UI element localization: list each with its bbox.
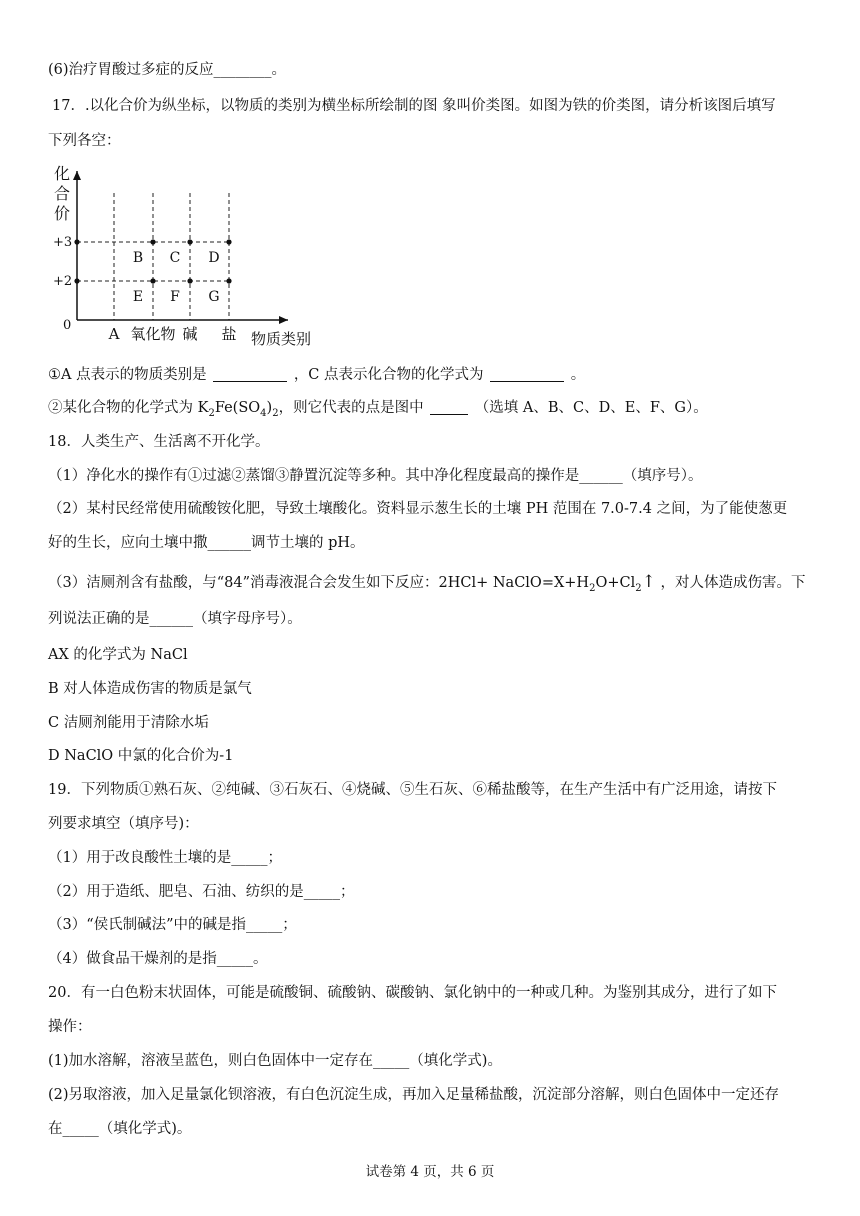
page-footer: 试卷第 4 页，共 6 页 bbox=[365, 1164, 495, 1180]
q18-option-d: D NaClO 中氯的化合价为-1 bbox=[48, 748, 234, 764]
q17-part2-text-d: ，则它代表的点是图中 bbox=[278, 400, 424, 416]
subscript: 4 bbox=[260, 407, 267, 419]
q18-part3-text-b: ，对人体造成伤害。下 bbox=[660, 575, 806, 591]
q17-stem-line1: 17．.以化合价为纵坐标，以物质的类别为横坐标所绘制的图 象叫价类图。如图为铁的价类图，请分析该图后填写 bbox=[52, 98, 776, 114]
q19-part4: （4）做食品干燥剂的是指_____。 bbox=[48, 951, 268, 967]
q17-part1-text-c: 。 bbox=[570, 367, 586, 383]
x-category-label: 氧化物 bbox=[130, 325, 176, 343]
answer-blank[interactable] bbox=[490, 367, 564, 382]
q17-part2-formula-paren: ) bbox=[266, 400, 273, 416]
x-category-label: 盐 bbox=[221, 325, 237, 343]
q17-part1-text-b: ，C 点表示化合物的化学式为 bbox=[293, 367, 484, 383]
point-label-E: E bbox=[132, 289, 144, 305]
chart-points bbox=[133, 239, 232, 305]
q18-option-a: AX 的化学式为 NaCl bbox=[48, 647, 188, 663]
y-tick-label: +2 bbox=[53, 274, 73, 289]
q20-stem-line1: 20．有一白色粉末状固体，可能是硫酸铜、硫酸钠、碳酸钠、氯化钠中的一种或几种。为鉴别其成分，进行了如下 bbox=[48, 985, 777, 1001]
x-category-labels bbox=[108, 325, 237, 343]
x-axis-label: 物质类别 bbox=[251, 330, 312, 348]
q18-stem: 18．人类生产、生活离不开化学。 bbox=[48, 434, 270, 450]
q19-stem-line1: 19．下列物质①熟石灰、②纯碱、③石灰石、④烧碱、⑤生石灰、⑥稀盐酸等，在生产生活中有广泛用途，请按下 bbox=[48, 782, 777, 798]
q17-part2-text-e: （选填 A、B、C、D、E、F、G）。 bbox=[474, 400, 708, 416]
answer-blank[interactable] bbox=[430, 400, 468, 415]
q17-part2 bbox=[48, 398, 708, 424]
subscript: 2 bbox=[589, 582, 596, 594]
q18-part2-line1: （2）某村民经常使用硫酸铵化肥，导致土壤酸化。资料显示葱生长的土壤 PH 范围在 7.0-7.4 之间，为了能使葱更 bbox=[48, 501, 788, 517]
y-axis-label-char: 合 bbox=[54, 184, 71, 203]
q18-part3-line2: 列说法正确的是______（填字母序号）。 bbox=[48, 611, 302, 627]
subscript: 2 bbox=[635, 582, 642, 594]
subscript: 2 bbox=[208, 407, 215, 419]
reaction-equation-b: O+Cl bbox=[595, 575, 636, 591]
q19-part2: （2）用于造纸、肥皂、石油、纺织的是_____； bbox=[48, 884, 355, 900]
reaction-equation-a: 2HCl+ NaClO=X+H bbox=[438, 575, 590, 591]
q20-part2-line1: (2)另取溶液，加入足量氯化钡溶液，有白色沉淀生成，再加入足量稀盐酸，沉淀部分溶解，则白色固体中一定还存 bbox=[48, 1087, 780, 1103]
q20-part1: (1)加水溶解，溶液呈蓝色，则白色固体中一定存在_____（填化学式)。 bbox=[48, 1053, 502, 1069]
subscript: 2 bbox=[272, 407, 279, 419]
data-point-E bbox=[150, 278, 155, 283]
q19-stem-line2: 列要求填空（填序号)： bbox=[48, 816, 199, 832]
q18-option-c: C 洁厕剂能用于清除水垢 bbox=[48, 715, 209, 731]
point-label-C: C bbox=[169, 250, 181, 266]
data-point-F bbox=[187, 278, 192, 283]
y-tick-labels bbox=[53, 235, 80, 333]
q20-stem-line2: 操作： bbox=[48, 1019, 92, 1035]
q16-6-line: (6)治疗胃酸过多症的反应________。 bbox=[48, 62, 287, 78]
y-tick-label: 0 bbox=[63, 318, 72, 333]
x-category-label: A bbox=[108, 325, 120, 343]
point-label-B: B bbox=[132, 250, 144, 266]
y-tick-dot bbox=[74, 278, 79, 283]
q18-option-b: B 对人体造成伤害的物质是氯气 bbox=[48, 681, 252, 697]
gas-arrow-icon: ↑ bbox=[641, 572, 656, 592]
iron-valence-chart bbox=[46, 163, 346, 348]
data-point-C bbox=[187, 239, 192, 244]
data-point-B bbox=[150, 239, 155, 244]
y-tick-label: +3 bbox=[53, 235, 73, 250]
q19-part3: （3）“侯氏制碱法”中的碱是指_____； bbox=[48, 917, 297, 933]
y-axis-label bbox=[54, 164, 70, 223]
q17-part1 bbox=[48, 365, 585, 385]
data-point-G bbox=[226, 278, 231, 283]
y-axis-arrow-icon bbox=[73, 171, 81, 180]
chart-axes bbox=[73, 171, 288, 324]
x-category-label: 碱 bbox=[182, 325, 198, 343]
q17-stem-line2: 下列各空： bbox=[48, 133, 121, 149]
q19-part1: （1）用于改良酸性土壤的是_____； bbox=[48, 850, 282, 866]
y-axis-label-char: 化 bbox=[54, 164, 71, 183]
q18-part1: （1）净化水的操作有①过滤②蒸馏③静置沉淀等多种。其中净化程度最高的操作是______（填序号）。 bbox=[48, 468, 703, 484]
x-axis-arrow-icon bbox=[279, 316, 288, 324]
data-point-D bbox=[226, 239, 231, 244]
q17-part1-text-a: ①A 点表示的物质类别是 bbox=[48, 367, 207, 383]
q17-part2-text-a: ②某化合物的化学式为 K bbox=[48, 400, 209, 416]
point-label-D: D bbox=[208, 250, 220, 266]
point-label-F: F bbox=[170, 289, 180, 305]
q18-part3-text-a: （3）洁厕剂含有盐酸，与“84”消毒液混合会发生如下反应： bbox=[48, 575, 439, 591]
q17-part2-formula: Fe(SO bbox=[214, 400, 261, 416]
q18-part3-line1 bbox=[48, 572, 805, 599]
answer-blank[interactable] bbox=[213, 367, 287, 382]
y-tick-dot bbox=[74, 239, 79, 244]
point-label-G: G bbox=[208, 289, 220, 305]
q18-part2-line2: 好的生长，应向土壤中撒______调节土壤的 pH。 bbox=[48, 535, 365, 551]
q20-part2-line2: 在_____（填化学式)。 bbox=[48, 1121, 192, 1137]
y-axis-label-char: 价 bbox=[54, 204, 71, 223]
